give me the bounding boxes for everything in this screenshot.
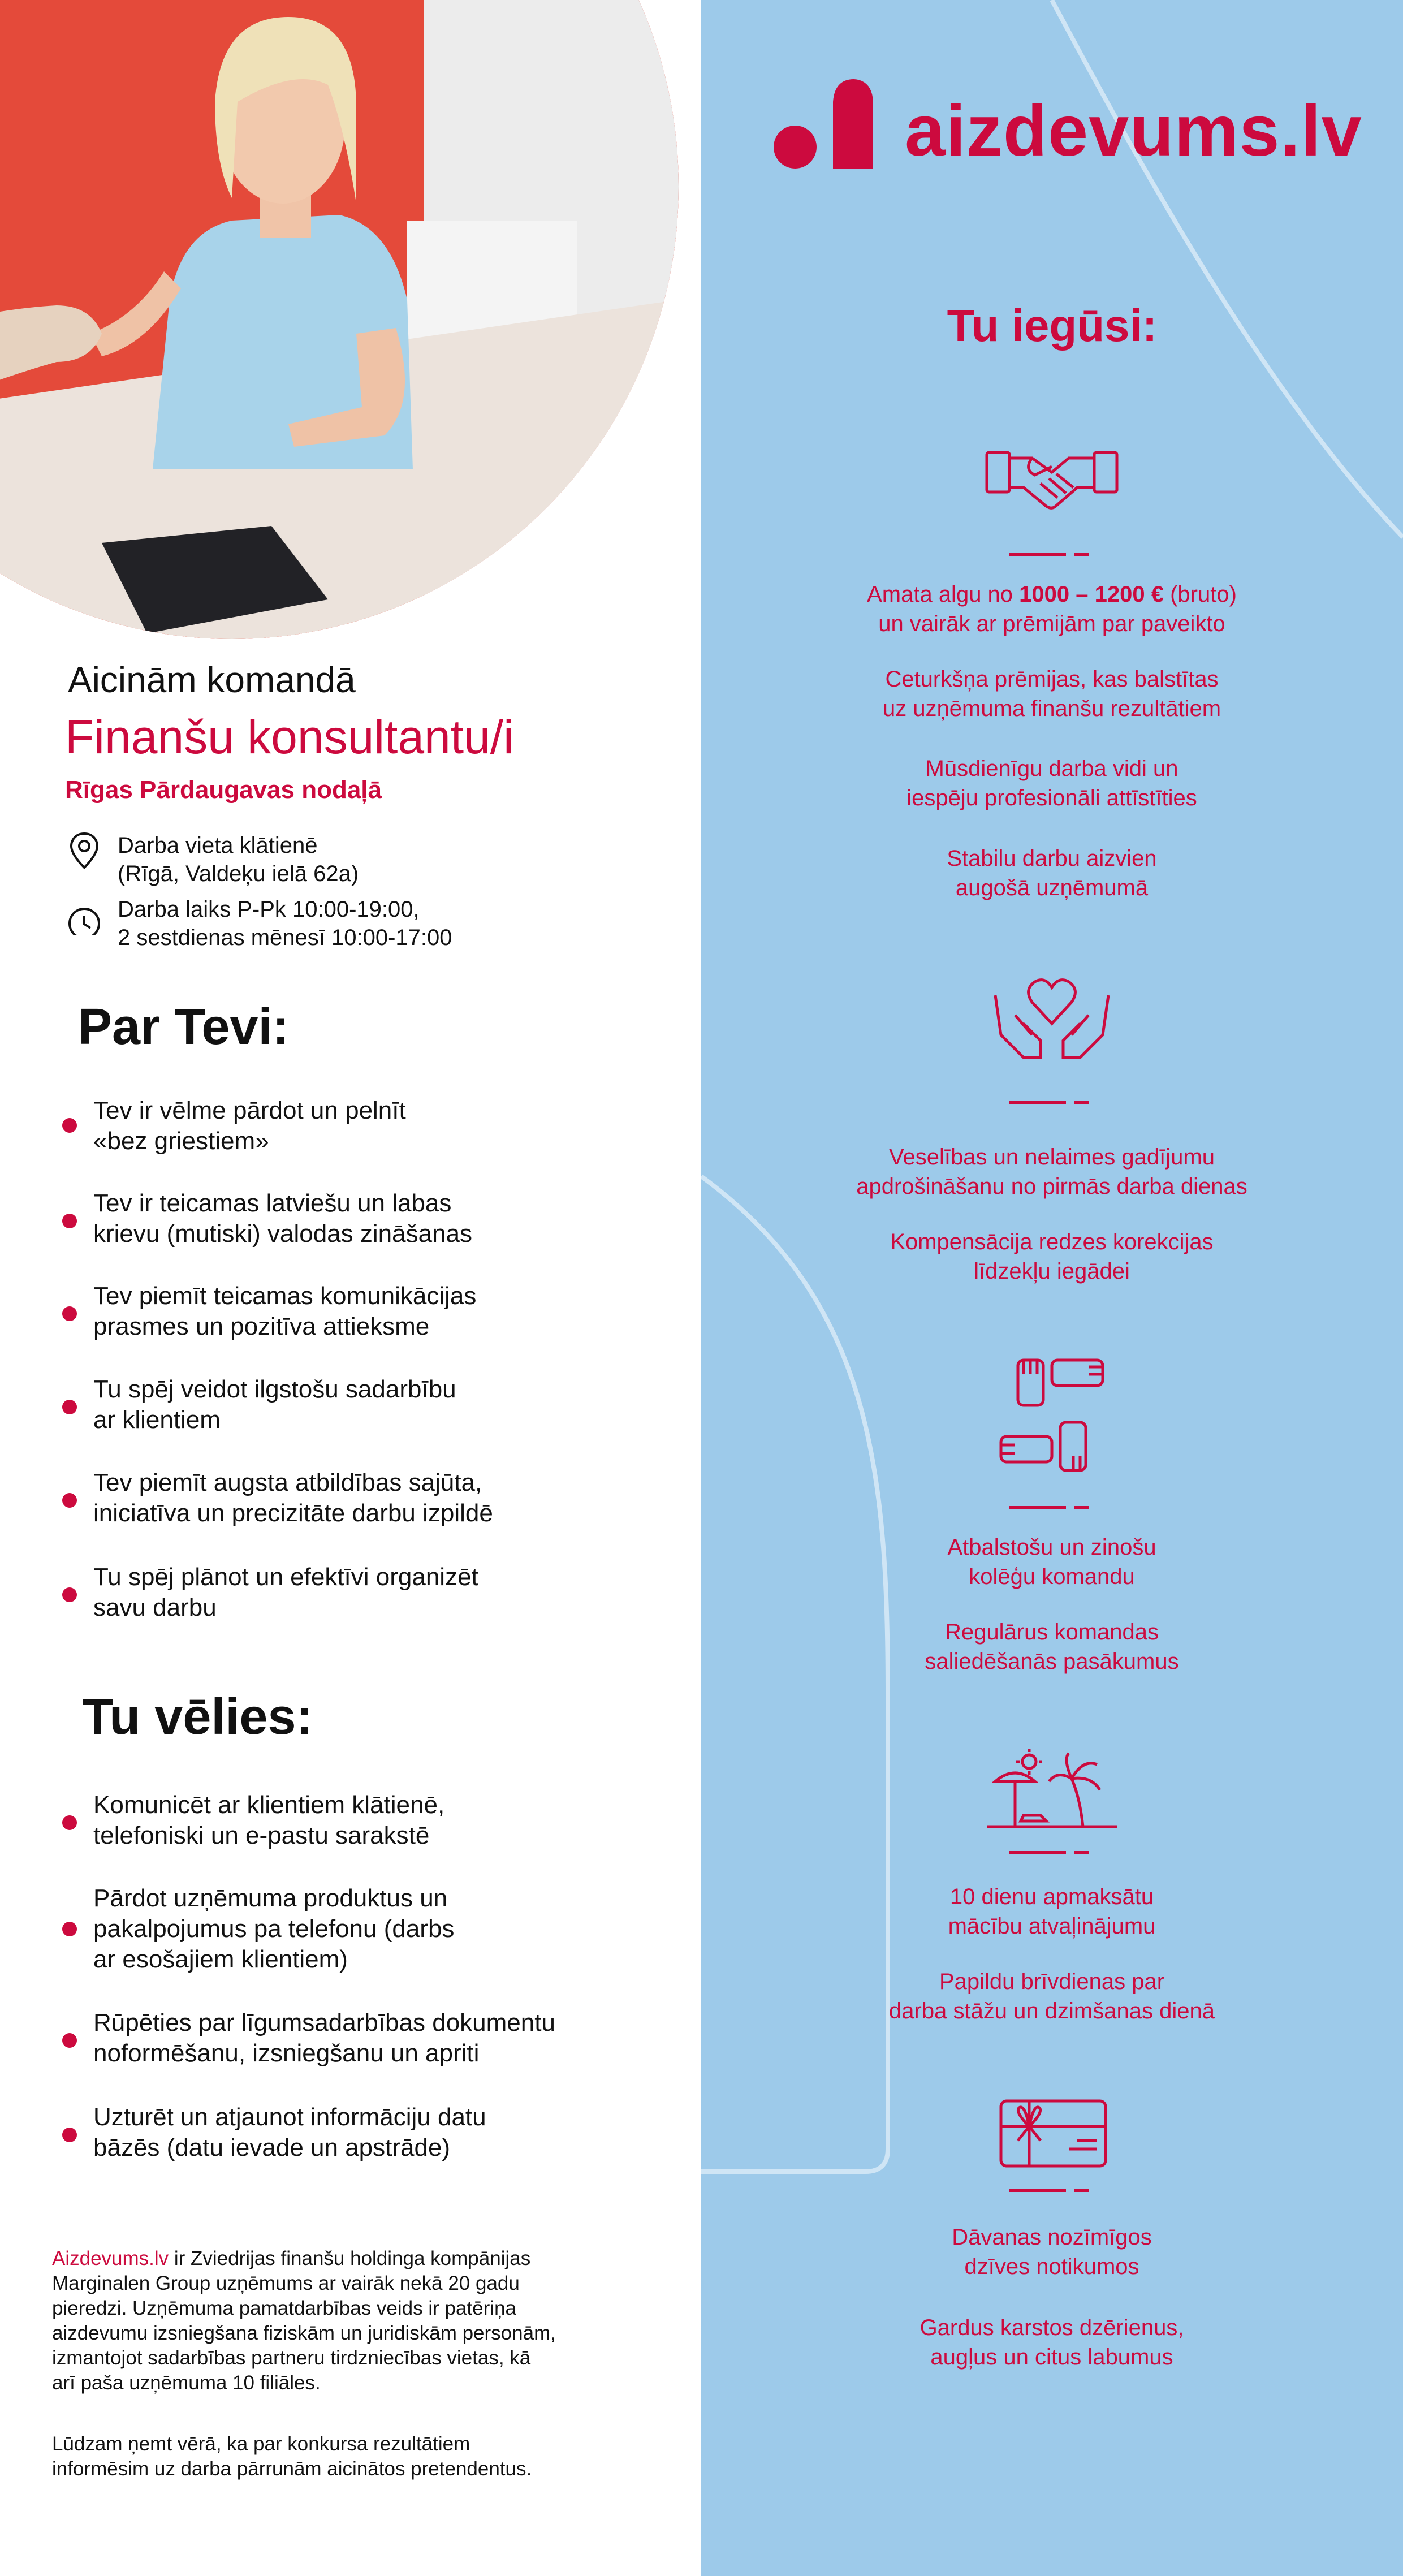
hours-line-1: Darba laiks P-Pk 10:00-19:00, — [118, 897, 420, 922]
location-pin-icon — [67, 831, 102, 871]
divider-line — [1009, 2186, 1089, 2191]
intro-text: Aicinām komandā — [68, 659, 356, 700]
divider-line — [1009, 550, 1089, 555]
benefit-stability: Stabilu darbu aizvien augošā uzņēmumā — [947, 846, 1157, 900]
divider-line — [1009, 1848, 1089, 1854]
benefit-vision: Kompensācija redzes korekcijas līdzekļu iegādei — [890, 1229, 1214, 1284]
benefit-environment: Mūsdienīgu darba vidi un iespēju profesionāli attīstīties — [906, 756, 1197, 810]
logo-mark-icon — [774, 78, 887, 174]
location-line-1: Darba vieta klātienē — [118, 833, 318, 858]
job-title: Finanšu konsultantu/i — [65, 710, 514, 763]
logo-text: aizdevums.lv — [905, 90, 1362, 171]
company-description: Aizdevums.lv ir Zviedrijas finanšu holdinga kompānijas Marginalen Group uzņēmums ar vairāk nekā 20 gadu pieredzi. Uzņēmuma pamatdarbības veids ir patēriņa aizdevumu izsniegšana fiziskām un juridiskām personām, izmantojot sadarbības partneru tirdzniecības vietas, kā arī paša uzņēmuma 10 filiāles. — [52, 2247, 556, 2394]
location-line-2: (Rīgā, Valdeķu ielā 62a) — [118, 861, 359, 886]
wants-title: Tu vēlies: — [82, 1689, 313, 1745]
benefit-bonus: Ceturkšņa prēmijas, kas balstītas uz uzņēmuma finanšu rezultātiem — [882, 667, 1221, 721]
handshake-icon — [984, 441, 1120, 532]
benefit-extra-days: Papildu brīvdienas par darba stāžu un dzimšanas dienā — [889, 1969, 1215, 2023]
divider-line — [1009, 1098, 1089, 1104]
benefits-title: Tu iegūsi: — [947, 300, 1158, 351]
divider-line — [1009, 1503, 1089, 1509]
benefit-study-leave: 10 dienu apmaksātu mācību atvaļinājumu — [948, 1884, 1156, 1939]
selection-note: Lūdzam ņemt vērā, ka par konkursa rezultātiem informēsim uz darba pārrunām aicinātos pretendentus. — [52, 2433, 532, 2480]
benefit-gifts: Dāvanas nozīmīgos dzīves notikumos — [952, 2225, 1152, 2279]
hero-photo — [0, 0, 679, 639]
benefit-team-events: Regulārus komandas saliedēšanās pasākumus — [925, 1620, 1179, 1674]
brand-logo — [774, 78, 1362, 174]
benefit-drinks: Gardus karstos dzērienus, augļus un citus labumus — [919, 2315, 1184, 2370]
department: Rīgas Pārdaugavas nodaļā — [65, 776, 382, 804]
clock-icon — [67, 895, 102, 935]
benefit-team: Atbalstošu un zinošu kolēģu komandu — [947, 1535, 1156, 1589]
company-brand: Aizdevums.lv — [52, 2247, 169, 2269]
gift-card-icon — [984, 2095, 1120, 2169]
about-you-title: Par Tevi: — [78, 999, 290, 1055]
benefit-insurance: Veselības un nelaimes gadījumu apdrošināšanu no pirmās darba dienas — [856, 1145, 1247, 1199]
beach-palm-icon — [984, 1747, 1120, 1832]
benefit-salary: Amata algu no 1000 – 1200 € (bruto) un vairāk ar prēmijām par paveikto — [867, 582, 1237, 636]
team-hands-icon — [984, 1352, 1120, 1479]
heart-hands-icon — [984, 973, 1120, 1075]
hours-line-2: 2 sestdienas mēnesī 10:00-17:00 — [118, 925, 452, 950]
